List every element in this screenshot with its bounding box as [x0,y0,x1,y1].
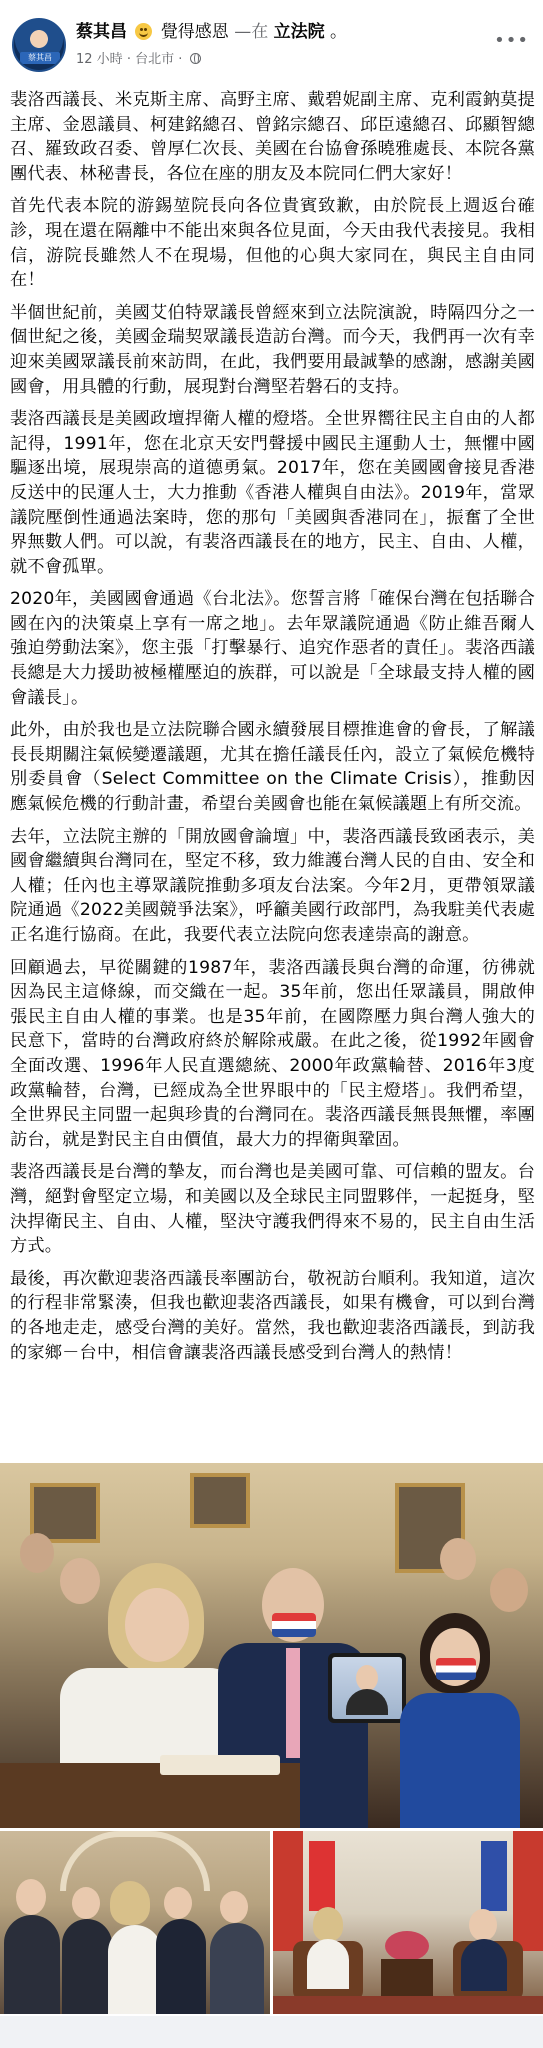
more-options-icon[interactable]: ••• [494,30,529,51]
person [16,1879,46,1915]
at-connector: —在 [234,22,269,42]
flag-mask [272,1613,316,1637]
author-name[interactable]: 蔡其昌 [76,22,127,42]
tablet-device [328,1653,406,1723]
place-link[interactable]: 立法院 [273,22,325,42]
author-avatar[interactable] [12,18,66,72]
person [469,1909,497,1941]
post-time[interactable]: 12 小時 [76,52,123,67]
post-location[interactable]: 台北市 [135,52,175,67]
post-paragraph: 最後，再次歡迎裴洛西議長率團訪台，敬祝訪台順利。我知道，這次的行程非常緊湊，但我也歡迎裴洛西議長，如果有機會，可以到台灣的各地走走，感受台灣的美好。當然，我也歡迎裴洛西議長，到訪我的家鄉－台中，相信會讓裴洛西議長感受到台灣人的熱情！ [10,1268,535,1363]
post-title-line [76,20,347,44]
guest-book [160,1755,280,1775]
person [72,1887,100,1919]
globe-icon [190,53,201,64]
post-paragraph: 回顧過去，早從關鍵的1987年，裴洛西議長與台灣的命運，彷彿就因為民主這條線，而交織在一起。35年前，您出任眾議員，開啟伸張民主自由人權的事業。也是35年前，在國際壓力與台灣人強大的民意下，當時的台灣政府終於解除戒嚴。在此之後，從1992年國會全面改選、1996年人民直選總統、2000年政黨輪替、2016年3度政黨輪替，台灣，已經成為全世界眼中的「民主燈塔」。我們希望，全世界民主同盟一起與珍貴的台灣同在。裴洛西議長無畏無懼，率團訪台，就是對民主自由價值，最大力的捍衛與鞏固。 [10,957,535,1150]
navy-suit [461,1939,507,1991]
pink-tie [286,1648,300,1758]
bottom-edge [0,2016,543,2048]
person-face [125,1588,189,1662]
tablet-screen [332,1657,402,1719]
flag-mask [436,1658,476,1680]
post-header [0,0,543,86]
flag [481,1841,507,1911]
suit [210,1923,264,2014]
person [164,1887,192,1919]
feeling-text: 覺得感恩 [160,22,229,42]
main-photo[interactable] [0,1463,543,1828]
person-hair [313,1907,343,1941]
post-paragraph: 2020年，美國國會通過《台北法》。您誓言將「確保台灣在包括聯合國在內的決策桌上享有一席之地」。去年眾議院通過《防止維吾爾人強迫勞動法案》，您主張「打擊暴行、追究作惡者的責任」。裴洛西議長總是大力援助被極權壓迫的族群，可以說是「全球最支持人權的國會議長」。 [10,589,535,708]
blue-dress [400,1693,520,1828]
person-on-screen [356,1665,378,1691]
post-paragraph: 首先代表本院的游錫堃院長向各位貴賓致歉，由於院長上週返台確診，現在還在隔離中不能出來與各位見面，今天由我代表接見。我相信，游院長雖然人不在現場，但他的心與大家同在，與民主自由同在！ [10,196,535,291]
curtain [513,1831,543,1951]
flower-arrangement [385,1931,429,1961]
person-hair [110,1881,150,1925]
avatar-name-badge: 蔡其昌 [20,52,60,64]
post-paragraph: 半個世紀前，美國艾伯特眾議長曾經來到立法院演說，時隔四分之一個世紀之後，美國金瑞契眾議長造訪台灣。而今天，我們再一次有幸迎來美國眾議長前來訪問，在此，我們要用最誠摯的感謝，感謝美國國會，用具體的行動，展現對台灣堅若磐石的支持。 [10,302,535,397]
post-paragraph: 裴洛西議長是美國政壇捍衛人權的燈塔。全世界嚮往民主自由的人都記得，1991年，您在北京天安門聲援中國民主運動人士，無懼中國驅逐出境，展現崇高的道德勇氣。2017年，您在美國國會接見香港反送中的民運人士，大力推動《香港人權與自由法》。2019年，當眾議院壓倒性通過法案時，您的那句「美國與香港同在」，振奮了全世界無數人們。可以說，有裴洛西議長在的地方，民主、自由、人權，就不會孤單。 [10,409,535,577]
white-jacket [307,1939,349,1989]
person [60,1558,100,1604]
post-body [10,88,535,1373]
meta-separator-2: · [178,52,183,67]
white-jacket [108,1925,162,2014]
person [440,1538,476,1580]
post-paragraph: 此外，由於我也是立法院聯合國永續發展目標推進會的會長，了解議長長期關注氣候變遷議題，尤其在擔任議長任內，設立了氣候危機特別委員會（Select Committee on the Climate Crisis），推動因應氣候危機的行動計畫，希望台美國會也能在氣候議題上有所交流。 [10,720,535,815]
person [490,1568,528,1612]
smiling-face-emoji-icon [135,23,152,40]
person [220,1891,248,1923]
curtain [273,1831,303,1951]
post-paragraph: 裴洛西議長是台灣的摯友，而台灣也是美國可靠、可信賴的盟友。台灣，絕對會堅定立場，和美國以及全球民主同盟夥伴，一起挺身，堅決捍衛民主、自由、人權，堅決守護我們得來不易的，民主自由生活方式。 [10,1162,535,1257]
flag [309,1841,335,1911]
title-period: 。 [330,22,348,42]
suit [4,1915,60,2014]
wall-painting [190,1473,250,1528]
meeting-photo[interactable] [273,1831,543,2014]
post-meta [76,48,201,67]
meta-separator: · [126,52,131,67]
post-paragraph: 去年，立法院主辦的「開放國會論壇」中，裴洛西議長致函表示，美國會繼續與台灣同在，堅定不移，致力維護台灣人民的自由、安全和人權；任內也主導眾議院推動多項友台法案。今年2月，更帶領眾議院通過《2022美國競爭法案》，呼籲美國行政部門，為我駐美代表處正名進行協商。在此，我要代表立法院向您表達崇高的謝意。 [10,826,535,945]
person [20,1533,54,1573]
suit [156,1919,206,2014]
delegation-photo[interactable] [0,1831,270,2014]
suit-on-screen [346,1689,388,1715]
carpet [273,1996,543,2014]
suit [62,1919,112,2014]
post-paragraph: 裴洛西議長、米克斯主席、高野主席、戴碧妮副主席、克利霞鈉莫提主席、金恩議員、柯建銘總召、曾銘宗總召、邱臣遠總召、邱顯智總召、羅致政召委、曾厚仁次長、美國在台協會孫曉雅處長、本院各黨團代表、林秘書長，各位在座的朋友及本院同仁們大家好！ [10,90,535,184]
side-table [381,1959,433,1999]
